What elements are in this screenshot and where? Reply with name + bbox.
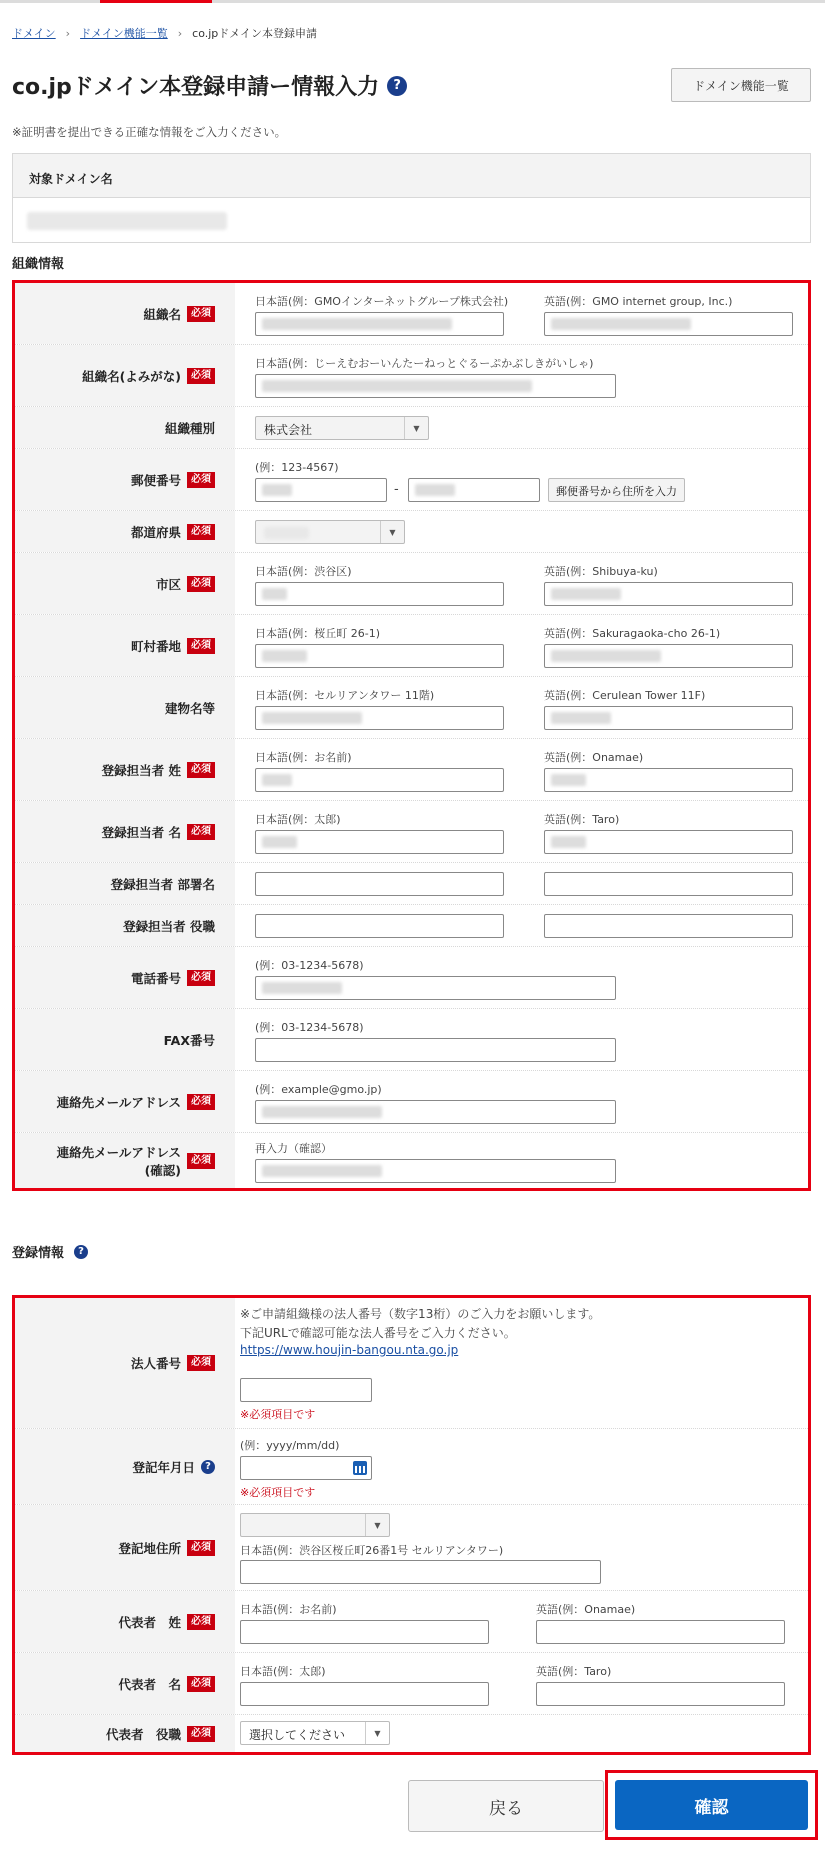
row-label	[15, 615, 235, 676]
row-label	[15, 407, 235, 448]
breadcrumb-domain[interactable]: ドメイン	[12, 27, 56, 40]
zip-dash: -	[394, 482, 399, 497]
required-badge: 必須	[187, 970, 215, 986]
zip-lookup-button[interactable]: 郵便番号から住所を入力	[548, 478, 685, 502]
row-label	[15, 449, 235, 510]
required-badge: 必須	[187, 638, 215, 654]
row-first-name	[15, 801, 808, 863]
row-email-confirm	[15, 1133, 808, 1188]
row-org-kana	[15, 345, 808, 407]
chevron-down-icon: ▼	[404, 417, 428, 439]
breadcrumb-domain-functions[interactable]: ドメイン機能一覧	[80, 27, 168, 40]
phone-input[interactable]	[255, 976, 616, 1000]
corp-number-error: ※必須項目です	[240, 1408, 316, 1421]
rep-first-ja-input[interactable]	[240, 1682, 489, 1706]
required-badge: 必須	[187, 576, 215, 592]
row-label	[15, 1505, 235, 1590]
chevron-right-icon: ›	[177, 26, 183, 40]
chevron-down-icon: ▼	[380, 521, 404, 543]
top-progress-bar	[0, 0, 825, 3]
domain-functions-button[interactable]: ドメイン機能一覧	[671, 68, 811, 102]
houjin-bangou-link[interactable]: https://www.houjin-bangou.nta.go.jp	[240, 1343, 459, 1357]
corp-number-input[interactable]	[240, 1378, 372, 1402]
row-label	[15, 677, 235, 738]
required-badge: 必須	[187, 472, 215, 488]
rep-first-en-input[interactable]	[536, 1682, 785, 1706]
required-badge: 必須	[187, 824, 215, 840]
row-email	[15, 1071, 808, 1133]
hint-en: 英語(例：Onamae)	[544, 751, 644, 764]
row-label	[15, 553, 235, 614]
town-ja-input[interactable]	[255, 644, 504, 668]
zip-first-input[interactable]	[255, 478, 387, 502]
confirm-button-highlight	[605, 1770, 818, 1840]
label-text: 登録担当者 名	[101, 824, 181, 840]
page-title	[12, 70, 407, 101]
dept-ja-input[interactable]	[255, 872, 504, 896]
chevron-down-icon: ▼	[365, 1722, 389, 1744]
label-text: 登記年月日	[132, 1459, 195, 1475]
hint-ja: 日本語(例：セルリアンタワー 11階)	[255, 689, 435, 702]
hint: 再入力（確認）	[255, 1142, 332, 1155]
hint-ja: 日本語(例：お名前)	[255, 751, 352, 764]
label-text: 法人番号	[130, 1356, 181, 1371]
row-label	[15, 1591, 235, 1652]
label-text: 組織名(よみがな)	[82, 368, 181, 384]
label-text: 組織名	[143, 306, 181, 322]
row-corp-number	[15, 1298, 808, 1429]
last-name-en-input[interactable]	[544, 768, 793, 792]
label-text: 電話番号	[130, 970, 181, 986]
org-kana-input[interactable]	[255, 374, 616, 398]
label-text: 都道府県	[130, 524, 181, 540]
email-confirm-input[interactable]	[255, 1159, 616, 1183]
hint-en: 英語(例：Onamae)	[536, 1603, 636, 1616]
required-badge: 必須	[187, 1355, 215, 1371]
required-badge: 必須	[187, 1540, 215, 1556]
help-icon[interactable]: ?	[74, 1245, 88, 1259]
row-city	[15, 553, 808, 615]
help-icon[interactable]: ?	[201, 1460, 215, 1474]
rep-last-en-input[interactable]	[536, 1620, 785, 1644]
hint-ja: 日本語(例：じーえむおーいんたーねっとぐるーぷかぶしきがいしゃ)	[255, 357, 594, 370]
label-text: 町村番地	[130, 638, 181, 654]
label-text	[57, 1143, 181, 1179]
row-label	[15, 345, 235, 406]
required-badge: 必須	[187, 1153, 215, 1169]
confirm-button[interactable]: 確認	[615, 1780, 808, 1830]
row-rep-title	[15, 1715, 808, 1752]
rep-title-select[interactable]	[240, 1721, 390, 1745]
calendar-icon[interactable]	[353, 1461, 367, 1475]
reg-address-input[interactable]	[240, 1560, 601, 1584]
hint: (例：yyyy/mm/dd)	[240, 1439, 340, 1452]
breadcrumb	[12, 25, 317, 41]
label-line-1: 連絡先メールアドレス	[56, 1144, 181, 1160]
org-type-value: 株式会社	[264, 423, 313, 437]
help-icon[interactable]: ?	[387, 76, 407, 96]
hint-ja: 日本語(例：桜丘町 26-1)	[255, 627, 381, 640]
last-name-ja-input[interactable]	[255, 768, 504, 792]
hint-ja: 日本語(例：太郎)	[240, 1665, 326, 1678]
row-town	[15, 615, 808, 677]
required-badge: 必須	[187, 1094, 215, 1110]
hint-en: 英語(例：Cerulean Tower 11F)	[544, 689, 706, 702]
label-text: 登録担当者 姓	[101, 762, 181, 778]
hint-en: 英語(例：Sakuragaoka-cho 26-1)	[544, 627, 721, 640]
row-phone	[15, 947, 808, 1009]
row-label	[15, 1009, 235, 1070]
row-label	[15, 1653, 235, 1714]
row-dept	[15, 863, 808, 905]
email-input[interactable]	[255, 1100, 616, 1124]
row-rep-last	[15, 1591, 808, 1653]
zip-second-input[interactable]	[408, 478, 540, 502]
corp-number-instruction-2: 下記URLで確認可能な法人番号をご入力ください。	[240, 1326, 516, 1340]
building-en-input[interactable]	[544, 706, 793, 730]
row-building	[15, 677, 808, 739]
required-badge: 必須	[187, 762, 215, 778]
reg-section-title-text: 登録情報	[12, 1246, 65, 1261]
required-badge: 必須	[187, 524, 215, 540]
row-label	[15, 283, 235, 344]
org-type-select[interactable]	[255, 416, 429, 440]
reg-date-error: ※必須項目です	[240, 1486, 316, 1499]
row-last-name	[15, 739, 808, 801]
rep-title-value: 選択してください	[249, 1728, 346, 1742]
back-button[interactable]: 戻る	[408, 1780, 604, 1832]
row-reg-address	[15, 1505, 808, 1591]
hint: (例：123-4567)	[255, 461, 339, 474]
label-text: 連絡先メールアドレス	[56, 1094, 181, 1110]
label-text: 登録担当者 役職	[123, 918, 215, 934]
target-domain-value	[27, 212, 227, 230]
position-en-input[interactable]	[544, 914, 793, 938]
label-text: 代表者 名	[118, 1676, 181, 1692]
city-ja-input[interactable]	[255, 582, 504, 606]
label-text: 市区	[155, 576, 181, 592]
row-label	[15, 905, 235, 946]
row-label	[15, 947, 235, 1008]
hint: (例：03-1234-5678)	[255, 1021, 364, 1034]
required-badge: 必須	[187, 368, 215, 384]
hint: 日本語(例：渋谷区桜丘町26番1号 セルリアンタワー)	[240, 1544, 504, 1557]
first-name-en-input[interactable]	[544, 830, 793, 854]
hint: (例：03-1234-5678)	[255, 959, 364, 972]
building-ja-input[interactable]	[255, 706, 504, 730]
org-name-en-input[interactable]	[544, 312, 793, 336]
row-fax	[15, 1009, 808, 1071]
row-label	[15, 739, 235, 800]
hint: (例：example@gmo.jp)	[255, 1083, 382, 1096]
corp-number-instruction: ※ご申請組織様の法人番号（数字13桁）のご入力をお願いします。	[240, 1307, 601, 1321]
required-badge: 必須	[187, 1676, 215, 1692]
row-org-type	[15, 407, 808, 449]
row-label	[15, 1429, 235, 1504]
row-label	[15, 1071, 235, 1132]
hint-ja: 日本語(例：GMOインターネットグループ株式会社)	[255, 295, 509, 308]
row-label	[15, 1133, 235, 1188]
label-text: 代表者 姓	[118, 1614, 181, 1630]
required-badge: 必須	[187, 306, 215, 322]
fax-input[interactable]	[255, 1038, 616, 1062]
hint-ja: 日本語(例：渋谷区)	[255, 565, 352, 578]
row-org-name	[15, 283, 808, 345]
reg-section-title	[12, 1242, 88, 1261]
label-text: 登記地住所	[118, 1540, 181, 1556]
hint-ja: 日本語(例：お名前)	[240, 1603, 337, 1616]
position-ja-input[interactable]	[255, 914, 504, 938]
row-position	[15, 905, 808, 947]
hint-ja: 日本語(例：太郎)	[255, 813, 341, 826]
reg-date-input[interactable]	[240, 1456, 372, 1480]
target-domain-panel	[12, 153, 811, 243]
hint-en: 英語(例：Shibuya-ku)	[544, 565, 658, 578]
required-badge: 必須	[187, 1726, 215, 1742]
label-text: 組織種別	[164, 420, 215, 436]
label-text: FAX番号	[163, 1032, 215, 1048]
reg-info-table	[12, 1295, 811, 1755]
chevron-down-icon: ▼	[365, 1514, 389, 1536]
reg-address-pref-select[interactable]	[240, 1513, 390, 1537]
org-name-ja-input[interactable]	[255, 312, 504, 336]
prefecture-select[interactable]	[255, 520, 405, 544]
row-label	[15, 1715, 235, 1752]
page-note: ※証明書を提出できる正確な情報をご入力ください。	[12, 125, 287, 139]
hint-en: 英語(例：GMO internet group, Inc.)	[544, 295, 733, 308]
required-badge: 必須	[187, 1614, 215, 1630]
chevron-right-icon: ›	[65, 26, 71, 40]
town-en-input[interactable]	[544, 644, 793, 668]
target-domain-header: 対象ドメイン名	[13, 154, 810, 198]
rep-last-ja-input[interactable]	[240, 1620, 489, 1644]
row-label	[15, 801, 235, 862]
label-text: 建物名等	[164, 700, 215, 716]
dept-en-input[interactable]	[544, 872, 793, 896]
label-line-2: (確認)	[144, 1162, 181, 1178]
breadcrumb-current: co.jpドメイン本登録申請	[192, 27, 317, 40]
label-text: 登録担当者 部署名	[110, 876, 215, 892]
row-label	[15, 1298, 235, 1428]
org-info-table	[12, 280, 811, 1191]
org-section-title-text: 組織情報	[12, 257, 65, 272]
row-rep-first	[15, 1653, 808, 1715]
row-zip	[15, 449, 808, 511]
row-reg-date	[15, 1429, 808, 1505]
row-label	[15, 511, 235, 552]
row-label	[15, 863, 235, 904]
first-name-ja-input[interactable]	[255, 830, 504, 854]
label-text: 代表者 役職	[105, 1726, 181, 1742]
hint-en: 英語(例：Taro)	[536, 1665, 612, 1678]
page-title-text: co.jpドメイン本登録申請ー情報入力	[12, 75, 380, 100]
hint-en: 英語(例：Taro)	[544, 813, 620, 826]
label-text: 郵便番号	[130, 472, 181, 488]
org-section-title	[12, 253, 64, 272]
city-en-input[interactable]	[544, 582, 793, 606]
row-pref	[15, 511, 808, 553]
